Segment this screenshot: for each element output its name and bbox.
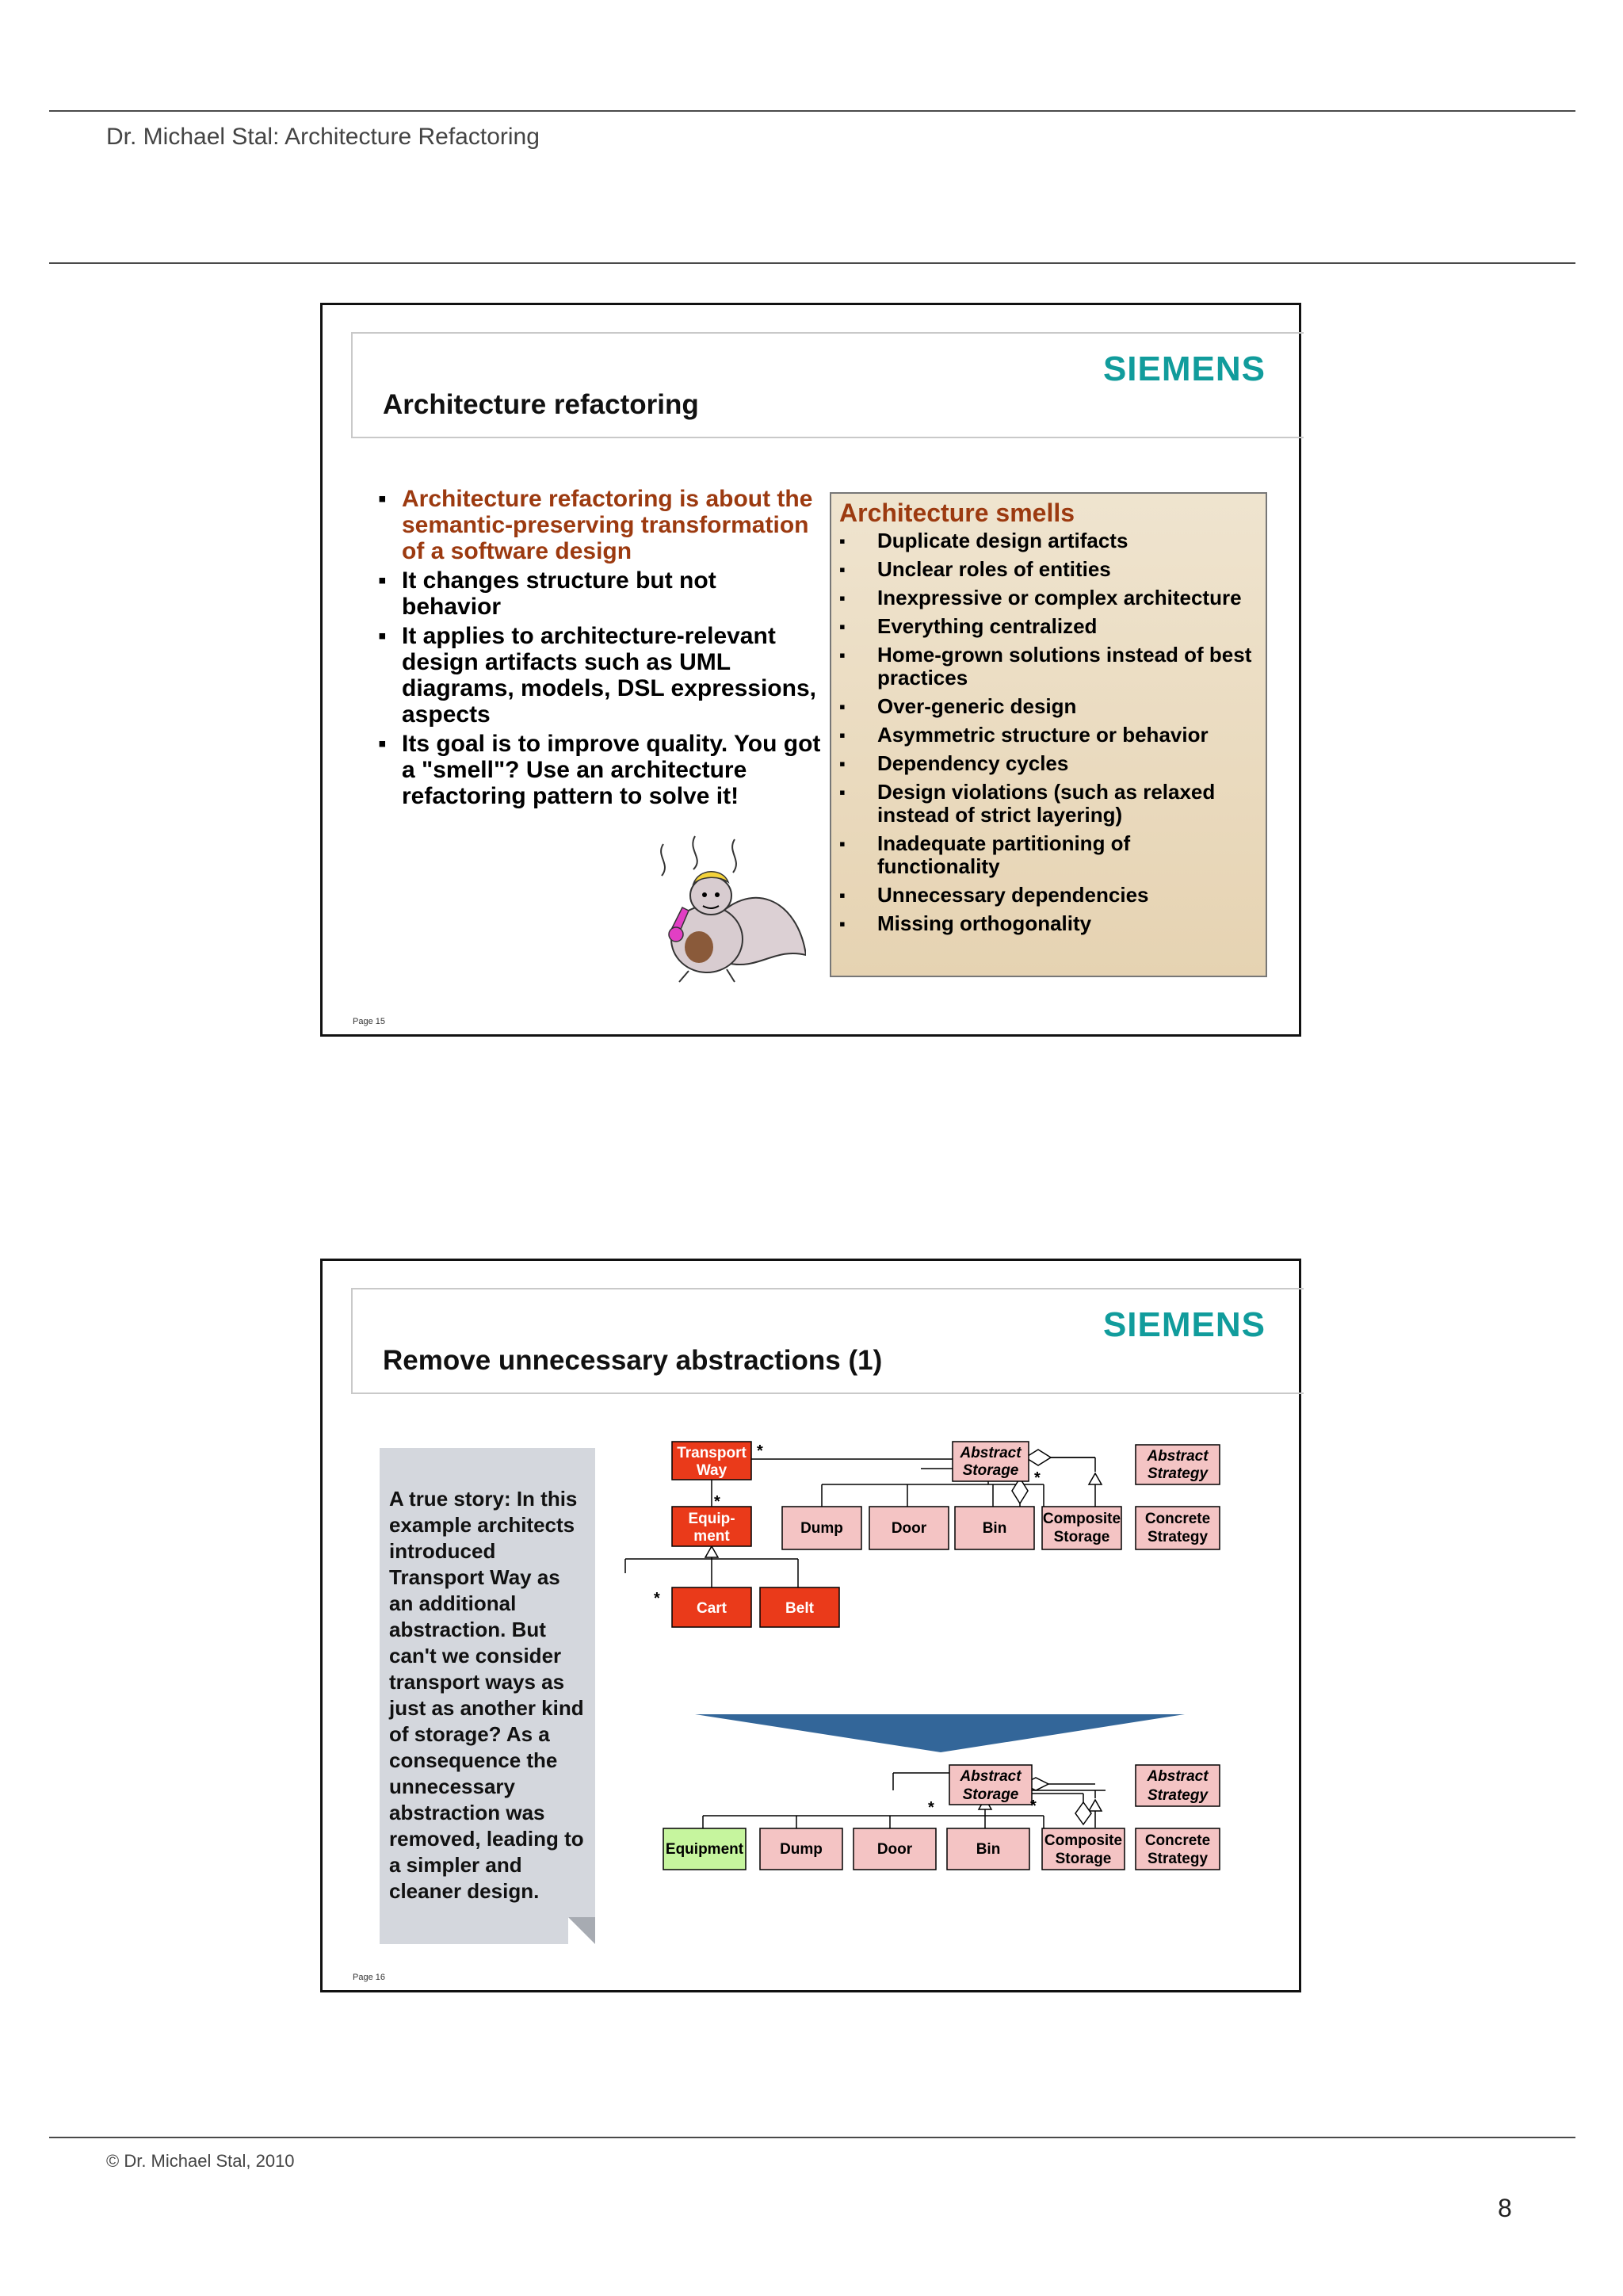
bullet-list bbox=[378, 486, 822, 812]
label-abstract-strategy-after-2: Strategy bbox=[1147, 1787, 1209, 1804]
smell-item: ▪ Dependency cycles bbox=[839, 752, 1258, 775]
label-concrete-strategy-after-2: Strategy bbox=[1147, 1851, 1209, 1867]
label-abstract-storage-2: Storage bbox=[962, 1462, 1019, 1479]
label-composite-storage-after-1: Composite bbox=[1044, 1832, 1123, 1849]
label-abstract-strategy-2: Strategy bbox=[1147, 1465, 1209, 1482]
header-rule-top bbox=[49, 110, 1575, 112]
uml-refactoring-diagram bbox=[323, 1261, 1304, 1995]
siemens-logo: SIEMENS bbox=[1102, 350, 1266, 388]
bullet-item: ▪ It applies to architecture-relevant design artifacts such as UML diagrams, models, DSL expressions, aspects bbox=[378, 623, 822, 728]
multiplicity-star: * bbox=[1030, 1797, 1037, 1815]
smell-item: ▪ Over-generic design bbox=[839, 695, 1258, 718]
slide-title: Remove unnecessary abstractions (1) bbox=[383, 1345, 883, 1376]
label-equipment-1: Equip- bbox=[688, 1511, 735, 1527]
label-belt: Belt bbox=[785, 1600, 814, 1617]
label-abstract-storage-1: Abstract bbox=[960, 1445, 1022, 1461]
label-concrete-strategy-1: Concrete bbox=[1144, 1511, 1211, 1527]
page-footer: © Dr. Michael Stal, 2010 bbox=[106, 2151, 295, 2171]
smell-item: ▪ Design violations (such as relaxed instead of strict layering) bbox=[839, 781, 1258, 827]
smell-item: ▪ Asymmetric structure or behavior bbox=[839, 724, 1258, 747]
label-concrete-strategy-2: Strategy bbox=[1147, 1529, 1209, 1545]
label-equipment-2: ment bbox=[693, 1528, 730, 1545]
label-abstract-storage-after-1: Abstract bbox=[960, 1768, 1022, 1785]
multiplicity-star: * bbox=[1034, 1469, 1041, 1487]
smell-item: ▪ Everything centralized bbox=[839, 615, 1258, 638]
label-concrete-strategy-after-1: Concrete bbox=[1144, 1832, 1211, 1849]
header-rule-bottom bbox=[49, 262, 1575, 264]
smell-item: ▪ Unnecessary dependencies bbox=[839, 884, 1258, 907]
label-equipment-after: Equipment bbox=[665, 1841, 744, 1858]
label-cart: Cart bbox=[696, 1600, 727, 1617]
label-dump-after: Dump bbox=[780, 1841, 823, 1858]
label-abstract-strategy-after-1: Abstract bbox=[1147, 1768, 1209, 1785]
multiplicity-star: * bbox=[757, 1442, 763, 1460]
page-number: 8 bbox=[1498, 2194, 1512, 2222]
smell-item: ▪ Missing orthogonality bbox=[839, 912, 1258, 935]
smell-item: ▪ Duplicate design artifacts bbox=[839, 529, 1258, 552]
smell-item: ▪ Unclear roles of entities bbox=[839, 558, 1258, 581]
label-abstract-storage-after-2: Storage bbox=[962, 1786, 1019, 1803]
smell-item: ▪ Home-grown solutions instead of best practices bbox=[839, 644, 1258, 690]
refactoring-arrow bbox=[695, 1714, 1185, 1752]
label-dump: Dump bbox=[800, 1520, 843, 1537]
page-header: Dr. Michael Stal: Architecture Refactoring bbox=[106, 124, 540, 150]
multiplicity-star: * bbox=[654, 1590, 660, 1607]
label-door: Door bbox=[891, 1520, 927, 1537]
note-text: A true story: In this example architects introduced Transport Way as an additional abstraction. But can't we consider transport ways as just as another kind of storage? As a consequence the unnecessary abstraction was removed, leading to a simpler and cleaner design. bbox=[389, 1487, 584, 1903]
slide-header-box bbox=[351, 332, 1304, 438]
label-abstract-strategy-1: Abstract bbox=[1147, 1448, 1209, 1465]
bullet-item: ▪ Architecture refactoring is about the semantic-preserving transformation of a software design bbox=[378, 486, 822, 564]
slide-page-label: Page 16 bbox=[353, 1973, 385, 1982]
label-bin-after: Bin bbox=[976, 1841, 1001, 1858]
multiplicity-star: * bbox=[928, 1799, 934, 1817]
skunk-cartoon-illustration bbox=[616, 828, 806, 987]
label-composite-storage-after-2: Storage bbox=[1055, 1851, 1112, 1867]
siemens-logo: SIEMENS bbox=[1102, 1305, 1266, 1344]
bullet-item: ▪ Its goal is to improve quality. You got a "smell"? Use an architecture refactoring pattern to solve it! bbox=[378, 731, 822, 809]
smell-item: ▪ Inadequate partitioning of functionality bbox=[839, 832, 1258, 878]
slide-architecture-refactoring bbox=[320, 303, 1301, 1037]
smells-list bbox=[839, 529, 1258, 935]
smells-title: Architecture smells bbox=[839, 499, 1075, 527]
label-transport-way-2: Way bbox=[696, 1462, 727, 1479]
slide-title: Architecture refactoring bbox=[383, 389, 699, 420]
label-door-after: Door bbox=[876, 1841, 913, 1858]
multiplicity-star: * bbox=[714, 1493, 720, 1511]
slide-remove-unnecessary-abstractions bbox=[320, 1259, 1301, 1992]
slide-page-label: Page 15 bbox=[353, 1017, 385, 1026]
footer-rule bbox=[49, 2137, 1575, 2138]
label-bin: Bin bbox=[982, 1520, 1007, 1537]
smell-item: ▪ Inexpressive or complex architecture bbox=[839, 586, 1258, 609]
label-composite-storage-2: Storage bbox=[1053, 1529, 1110, 1545]
bullet-item: ▪ It changes structure but not behavior bbox=[378, 567, 822, 620]
architecture-smells-box bbox=[830, 492, 1267, 977]
label-transport-way-1: Transport bbox=[677, 1445, 747, 1461]
label-composite-storage-1: Composite bbox=[1042, 1511, 1121, 1527]
